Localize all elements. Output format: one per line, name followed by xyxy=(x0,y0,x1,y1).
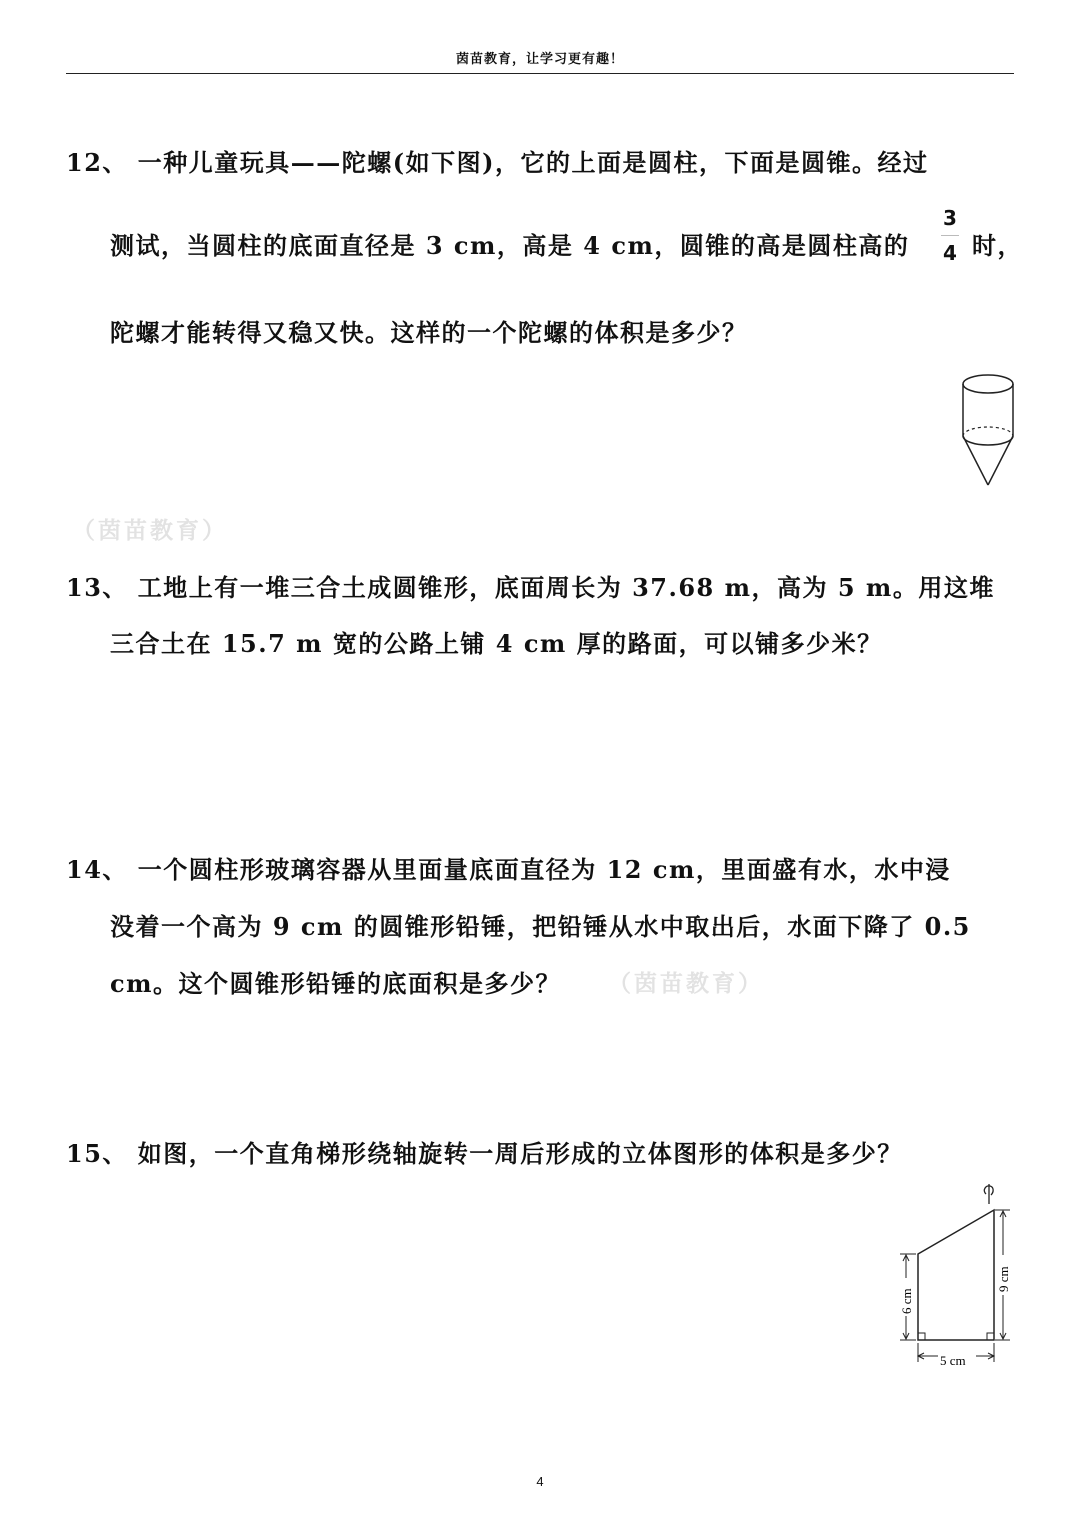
fraction-numerator: 3 xyxy=(943,206,957,230)
q14-line2: 没着一个高为 9 cm 的圆锥形铅锤，把铅锤从水中取出后，水面下降了 0.5 xyxy=(110,912,971,941)
q13-line1: 13、 工地上有一堆三合土成圆锥形，底面周长为 37.68 m，高为 5 m。用这堆 xyxy=(66,573,995,602)
header-divider xyxy=(66,73,1014,74)
label-5cm: 5 cm xyxy=(940,1353,966,1368)
fraction-bar xyxy=(941,235,959,236)
right-trapezoid-figure xyxy=(890,1180,1020,1375)
label-6cm: 6 cm xyxy=(899,1288,914,1314)
q14-line3: cm。这个圆锥形铅锤的底面积是多少？ xyxy=(110,969,562,998)
page-number: 4 xyxy=(536,1474,544,1489)
watermark-2: （茵苗教育） xyxy=(608,970,764,997)
q12-line2-end: 时， xyxy=(972,231,1023,260)
q15-line1: 15、 如图，一个直角梯形绕轴旋转一周后形成的立体图形的体积是多少？ xyxy=(66,1139,903,1168)
page-header: 茵苗教育，让学习更有趣！ xyxy=(455,52,624,67)
q12-line2: 测试，当圆柱的底面直径是 3 cm，高是 4 cm，圆锥的高是圆柱高的 xyxy=(110,231,910,260)
q14-line1: 14、 一个圆柱形玻璃容器从里面量底面直径为 12 cm，里面盛有水，水中浸 xyxy=(66,855,951,884)
q12-line1: 12、 一种儿童玩具——陀螺(如下图)，它的上面是圆柱，下面是圆锥。经过 xyxy=(66,148,929,177)
q13-line2: 三合土在 15.7 m 宽的公路上铺 4 cm 厚的路面，可以铺多少米？ xyxy=(110,629,883,658)
label-9cm: 9 cm xyxy=(996,1266,1011,1292)
spinning-top-figure xyxy=(955,366,1023,492)
watermark-1: （茵苗教育） xyxy=(72,517,228,544)
q12-line3: 陀螺才能转得又稳又快。这样的一个陀螺的体积是多少？ xyxy=(110,318,748,347)
fraction-three-quarters xyxy=(934,206,966,265)
fraction-denominator: 4 xyxy=(943,241,957,265)
